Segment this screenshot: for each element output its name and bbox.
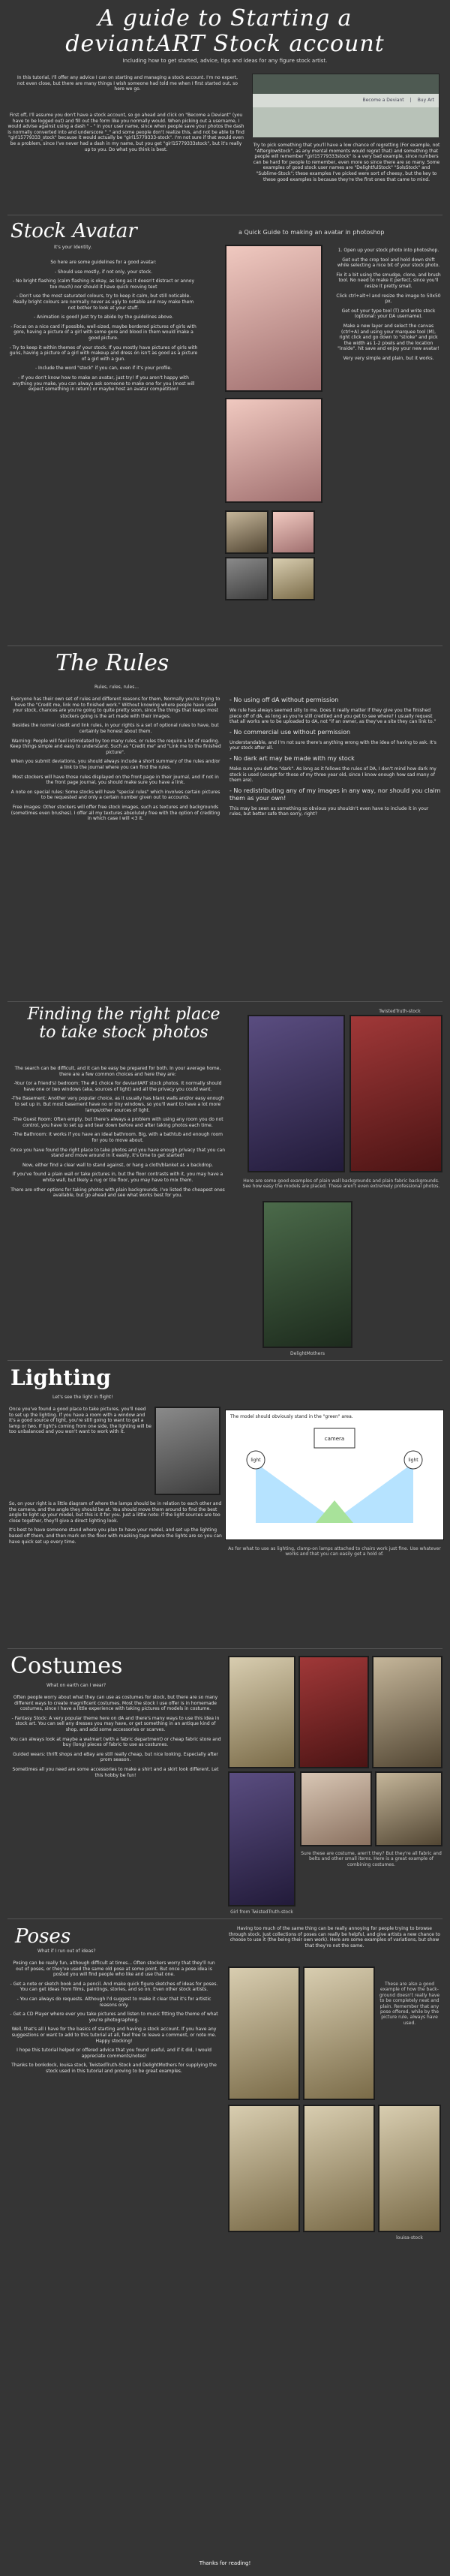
title-line1: A guide to Starting a (98, 5, 352, 32)
intro-p3: Try to pick something that you'll have a low chance of regretting (For example, not "AfterglowStock", as any mental moments would regret that) and something that people will remember "girl15779333stock" is a very bad example, since numbers can be hard for people to remember, even more so since there are so many. Some examples of good stock user names are "DelightfulStock" "SolsStock" and "Sublime-Stock"; these examples I've picked were sort of cheesy, but the key to these good examples is because they're the first ones that came to mind. (253, 143, 440, 182)
avatar-source-photo (225, 245, 322, 392)
pose-photo-5 (378, 2105, 441, 2232)
page: A guide to Starting a deviantART Stock account Including how to get started, advice, tips and ideas for any figure stock artist. In this tutorial, I'll offer any advice I can on starting and managing a stock account. I'm no expert, not even close, but there are many things I wish someone had told me when I first started out, so here we go. First off, I'll assume you don't have a stock account, so go ahead and click on "Become a Deviant" (you have to be logged out) and fill out the form like you normally would. When picking out a username, I would advise against using a dash " - " in your user name, since when people save your photos the dash is normally converted into and underscore "_" and some people don't realize this, and not be able to find "girl15779333_stock" because it would actually be "girl15779333-stock". I'm not sure if that would even be a problem, since I've never had a dash in my name, but you get "girl15779333stock", but it's really up to you. Do what you think is best. Become a Deviant | Buy Art Try to pick something that you'll have a low chance of regretting (For example, not "AfterglowStock", as any mental moments would regret that) and something that people will remember "girl15779333stock" is a very bad example, since numbers can be hard for people to remember, even more so since there are so many. Some examples of good stock user names are "DelightfulStock" "SolsStock" and "Sublime-Stock"; these examples I've picked were sort of cheesy, but the key to these good examples is because they're the first ones that came to mind. Stock Avatar a Quick Guide to making an avatar in photoshop It's your Identity. So here are some guidelines for a good avatar: - Should use mostly, if not only, your stock. - No bright flashing (calm flashing is okay, as long as it doesn't distract or annoy too much) nor should it have quick moving text - Don't use the most saturated colours, try to keep it calm, but still noticable. Really bright colours are normally never as ugly to notable and may make them not bother to look at your stuff. - Animation is good! Just try to abide by the guidelines above. - Focus on a nice card if possible, well-sized, maybe bordered pictures of girls with gore, having a picture of a girl with some gore and blood in them would make a good picture. - Try to keep it within themes of your stock. If you mostly have pictures of girls with guns, having a picture of a girl with makeup and dress on isn't as good as a picture of a girl with a gun. - Include the word "stock" if you can, even if it's your profile. - If you don't know how to make an avatar, just try! If you aren't happy with anything you make, you can always ask someone to make one for you (most will expect something in return) or maybe host an avatar competition! 1. Open up your stock photo into photoshop. Get out the crop tool and hold down shift while selecting a nice bit of your stock photo. Fix it a bit using the smudge, clone, and brush tool. No need to make it perfect, since you'll resize it pretty small. Click ctrl+alt+l and resize the image to 50x50 px. Get out your type tool (T) and write stock (optional: your DA username). Make a new layer and select the canvas (ctrl+A) and using your marquee tool (M), right click and go down to "stroke" and pick the width as 1-2 pixels and the location "inside". hit save and enjoy your new avatar! Very very simple and plain, but it works. The Rules Rules, rules, rules... Everyone has their own set of rules and different reasons for them, Normally you're trying to have the "Credit me, link me to finished work." Without knowing where people have used your stock, chances are you're going to quite pretty soon, since the things that keeps most stockers going is the art made with their images. Besides the normal credit and link rules, in your rights is a set of optional rules to have, but certainly be honest about them. Warning: People will feel intimidated by too many rules, or rules the require a lot of reading. Keep things simple and easy to understand. Such as "Credit me" and "Link me to the finished picture". When you submit deviations, you should always include a short summary of the rules and/or a link to the journal where you can find the rules. Most stockers will have those rules displayed on the front page in their journal, and if not in the front page journal, you should make sure you have a link. A note on special rules: Some stocks will have "special rules" which involves certain pictures to be requested and only a certain number given out to accounts. Free images: Other stockers will offer free stock images, such as textures and backgrounds (sometimes even brushes). I offer all my textures absolutely free with the option of crediting in which case I will <3 it. - No using off dA without permission We rule has always seemed silly to me. Does it really matter if they give you the finished piece off of dA, as long as you're still credited and you get to see where? I usually request that all works are to be uploaded to dA, not "if an owner, as they've a site they can link to." - No commercial use without permission Understandable, and I'm not sure there's anything wrong with the idea of having to ask. It's your stock after all. - No dark art may be made with my stock Make sure you define "dark". As long as it follows the rules of DA, I don't mind how dark my stock is used (except for those of my three year old, since I know enough how sad many of them are). - No redistributing any of my images in any way, nor should you claim them as your own! This may be seen as something so obvious you shouldn't even have to include it in your rules, but better safe than sorry, right? Finding the right place to take stock photos The search can be difficult, and it can be easy be prepared for both. In your average home, there are a few common choices and here they are: -Your (or a friend's) bedroom: The #1 choice for deviantART stock photos. It normally should have one or two windows (aka, sources of light) and all the privacy you could want. -The Basement: Another very popular choice, as it usually has blank walls and/or easy enough to set up in. But most basement have no or tiny windows, so you'll want to have a lot more lamps/other sources of light. -The Guest Room: Often empty, but there's always a problem with using any room you do not control, you have to set up and tear down before and after taking photos each time. -The Bathroom: It works if you have an ideal bathroom. Big, with a bathtub and enough room for you to move about. Once you have found the right place to take photos and you have enough privacy that you can stand and move around in it easily, it's time to get started! Now, either find a clear wall to stand against, or hang a cloth/blanket as a backdrop. If you've found a plain wall or take pictures in, but the floor contrasts with it, you may have a white wall, but likely a rug or tile floor, you may have to mix them. There are other options for taking photos with plain backgrounds. I've listed the cheapest ones available, but go ahead and see what works best for you. TwistedTruth-stock Here are some good examples of plain wall backgrounds and plain fabric backgrounds. See how easy the models are placed. These aren't even extremely professional photos. DelightMothers Lighting Let's see the light in flight! Once you've found a good place to take pictures, you'll need to set up the lighting. If you have a room with a window and it's a good source of light, you're still going to want to get a lamp or two. If light's coming from one side, the lighting will be too unbalanced and you won't want to work with it. So, on your right is a little diagram of where the lamps should be in relation to each other and the camera, and the angle they should be at. You should move them around to find the best angle to light up your model, but this is it for you. Just a little note: if the light sources are too close together, they'll give a direct lighting look. It's best to have someone stand where you plan to have your model, and set up the lighting based off them, and then mark on the floor with masking tape where the lights are so you can have quick set up every time. The model should obviously stand in the "green" area. camera light light As for what to use as lighting, clamp-on lamps attached to chairs work just fine. Use whatever works and that you can easily get a hold of. Costumes What on earth can I wear? Often people worry about what they can use as costumes for stock, but there are so many different ways to create magnificent costumes. Most the stock I use offer is in homemade costumes, since I have a little experience with taking pictures of models in costume. - Fantasy Stock: A very popular theme here on dA and there's many ways to use this idea in stock art. You can sell any dresses you may have, or get something in an antique kind of shop, and add some accessories or scarves. You can always look at maybe a walmart (with a fabric department) or cheap fabric store and buy (long) pieces of fabric to use as costumes. Guided wears: thrift shops and eBay are still really cheap, but nice looking. Especially after prom season. Sometimes all you need are some accessories to make a shirt and a skirt look different. Let this hobby be fun! Girl from TwistedTruth-stock Sure these are costume, aren't they? But they're all fabric and belts and other small items. Here is a great example of combining costumes. Poses What if I run out of ideas? Posing can be really fun, although difficult at times... Often stockers worry that they'll run out of poses, or they've used the same old pose at some point. But once a pose idea is posted you will find people who like and use that one. - Get a note or sketch book and a pencil. And make quick figure sketches of ideas for poses. You can get ideas from films, paintings, stories, and so on. Even other stock artists. - You can always do requests. Although I'd suggest to make it clear that it's for artistic reasons only. - Get a CD Player where ever you take pictures and listen to music fitting the theme of what you're photographing. Well, that's all I have for the basics of starting and having a stock account. If you have any suggestions or want to add to this tutorial at all, feel free to leave a comment, or note me. Happy stocking! I hope this tutorial helped or offered advice that you found useful, and if it did, I would appreciate comments/notes! Thanks to bonkdock, Iouisa stock, TwistedTruth-Stock and DelightMothers for supplying the stock used in this tutorial and proving to be great examples. Having too much of the same thing can be really annoying for people trying to browse through stock. Just collections of poses can really be helpful, and give artists a new chance to choose to use it (the being their own work). Here are some examples of variations, but show that they're not the same. These are also a good example of how the back-ground doesn't really have to be completely neat and plain. Remember that any pose offered, while by the picture rule, always have used. louisa-stock Thanks for reading! (0, 0, 450, 2576)
subtitle: Including how to get started, advice, tips and ideas for any figure stock artist. (122, 58, 328, 64)
costume-photo-2 (298, 1656, 369, 1768)
light-left-label: light (250, 1458, 261, 1463)
place-photo-1 (248, 1015, 345, 1172)
avatar-sub: a Quick Guide to making an avatar in photoshop (238, 229, 385, 236)
lighting-heading: Lighting (10, 1365, 111, 1390)
avatar-thumb-2 (272, 510, 315, 554)
thanks-line: Thanks for reading! (199, 2560, 251, 2566)
costumes-paras: Often people worry about what they can use as costumes for stock, but there are so many different ways to create magnificent costumes. Most the stock I use offer is in homemade costumes, since I have a little experience with taking pictures of models in costume. - Fantasy Stock: A very popular theme here on dA and there's many ways to use this idea in stock art. You can sell any dresses you may have, or get something in an antique kind of shop, and add some accessories or scarves. You can always look at maybe a walmart (with a fabric department) or cheap fabric store and buy (long) pieces of fabric to use as costumes. Guided wears: thrift shops and eBay are still really cheap, but nice looking. Especially after prom season. Sometimes all you need are some accessories to make a shirt and a skirt look different. Let this hobby be fun! (10, 1695, 221, 1778)
avatar-tips: So here are some guidelines for a good avatar: - Should use mostly, if not only, your stock. - No bright flashing (calm flashing is okay, as long as it doesn't distract or annoy too much) nor should it have quick moving text - Don't use the most saturated colours, try to keep it calm, but still noticable. Really bright colours are normally never as ugly to notable and may make them not bother to look at your stuff. - Animation is good! Just try to abide by the guidelines above. - Focus on a nice card if possible, well-sized, maybe bordered pictures of girls with gore, having a picture of a girl with some gore and blood in them would make a good picture. - Try to keep it within themes of your stock. If you mostly have pictures of girls with guns, having a picture of a girl with makeup and dress on isn't as good as a picture of a girl with a gun. - Include the word "stock" if you can, even if it's your profile. - If you don't know how to make an avatar, just try! If you aren't happy with anything you make, you can always ask someone to make one for you (most will expect something in return) or maybe host an avatar competition! (9, 260, 198, 393)
lighting-paras: Once you've found a good place to take pictures, you'll need to set up the lighting. If you have a room with a window and it's a good source of light, you're still going to want to get a lamp or two. If light's coming from one side, the lighting will be too unbalanced and you won't want to work with it. (9, 1407, 152, 1435)
buy-art-link[interactable]: Buy Art (417, 98, 434, 104)
costume-caption-2: Sure these are costume, aren't they? But they're all fabric and belts and other small items. Here is a great example of combining costumes. (301, 1851, 442, 1867)
costume-photo-5 (300, 1771, 372, 1846)
avatar-tagline: It's your Identity. (54, 245, 92, 250)
avatar-cropped-photo (225, 398, 322, 503)
costume-photo-1 (228, 1656, 296, 1768)
lighting-footer: As for what to use as lighting, clamp-on lamps attached to chairs work just fine. Use whatever works and that you can easily get a hold of. (228, 1546, 441, 1557)
light-right-label: light (408, 1458, 418, 1463)
costumes-sub: What on earth can I wear? (46, 1683, 106, 1688)
costume-photo-4 (228, 1771, 296, 1906)
costumes-heading: Costumes (10, 1653, 123, 1679)
pose-photo-4 (303, 2105, 375, 2232)
title-line2: deviantART Stock account (65, 31, 385, 57)
become-deviant-link[interactable]: Become a Deviant (362, 98, 404, 104)
place-photo-3 (262, 1201, 352, 1348)
costume-caption: Girl from TwistedTruth-stock (230, 1909, 293, 1915)
rules-left: Everyone has their own set of rules and different reasons for them, Normally you're trying to have the "Credit me, link me to finished work." Without knowing where people have used your stock, chances are you're going to quite pretty soon, since the things that keeps most stockers going is the art made with their images. Besides the normal credit and link rules, in your rights is a set of optional rules to have, but certainly be honest about them. Warning: People will feel intimidated by too many rules, or rules the require a lot of reading. Keep things simple and easy to understand. Such as "Credit me" and "Link me to the finished picture". When you submit deviations, you should always include a short summary of the rules and/or a link to the journal where you can find the rules. Most stockers will have those rules displayed on the front page in their journal, and if not in the front page journal, you should make sure you have a link. A note on special rules: Some stocks will have "special rules" which involves certain pictures to be requested and only a certain number given out to accounts. Free images: Other stockers will offer free stock images, such as textures and backgrounds (sometimes even brushes). I offer all my textures absolutely free with the option of crediting in which case I will <3 it. (10, 697, 221, 822)
avatar-thumb-3 (225, 557, 268, 600)
poses-sub: What if I run out of ideas? (38, 1949, 96, 1954)
diagram-caption: The model should obviously stand in the "green" area. (230, 1414, 353, 1419)
place-paras: The search can be difficult, and it can be easy be prepared for both. In your average home, there are a few common choices and here they are: -Your (or a friend's) bedroom: The #1 choice for deviantART stock photos. It normally should have one or two windows (aka, sources of light) and all the privacy you could want. -The Basement: Another very popular choice, as it usually has blank walls and/or easy enough to set up in. But most basement have no or tiny windows, so you'll want to have a lot more lamps/other sources of light. -The Guest Room: Often empty, but there's always a problem with using any room you do not control, you have to set up and tear down before and after taking photos each time. -The Bathroom: It works if you have an ideal bathroom. Big, with a bathtub and enough room for you to move about. Once you have found the right place to take photos and you have enough privacy that you can stand and move around in it easily, it's time to get started! Now, either find a clear wall to stand against, or hang a cloth/blanket as a backdrop. If you've found a plain wall or take pictures in, but the floor contrasts with it, you may have a white wall, but likely a rug or tile floor, you may have to mix them. There are other options for taking photos with plain backgrounds. I've listed the cheapest ones available, but go ahead and see what works best for you. (10, 1066, 226, 1199)
costume-photo-3 (372, 1656, 442, 1768)
pose-photo-3 (228, 2105, 300, 2232)
place-credit-2: DelightMothers (290, 1351, 325, 1356)
place-caption: Here are some good examples of plain wall backgrounds and plain fabric backgrounds. See how easy the models are placed. These aren't even extremely professional photos. (242, 1178, 440, 1190)
lighting-diagram-svg (226, 1410, 443, 1539)
lighting-diagram (225, 1410, 444, 1540)
place-photo-2 (350, 1015, 442, 1172)
rules-sub: Rules, rules, rules... (94, 685, 140, 690)
rules-heading: The Rules (56, 650, 170, 676)
costume-photo-6 (375, 1771, 442, 1846)
poses-left: Posing can be really fun, although difficult at times... Often stockers worry that they'll run out of poses, or they've used the same old pose at some point. But once a pose idea is posted you will find people who like and use that one. - Get a note or sketch book and a pencil. And make quick figure sketches of ideas for poses. You can get ideas from films, paintings, stories, and so on. Even other stock artists. - You can always do requests. Although I'd suggest to make it clear that it's for artistic reasons only. - Get a CD Player where ever you take pictures and listen to music fitting the theme of what you're photographing. Well, that's all I have for the basics of starting and having a stock account. If you have any suggestions or want to add to this tutorial at all, feel free to leave a comment, or note me. Happy stocking! I hope this tutorial helped or offered advice that you found useful, and if it did, I would appreciate comments/notes! Thanks to bonkdock, Iouisa stock, TwistedTruth-Stock and DelightMothers for supplying the stock used in this tutorial and proving to be great examples. (10, 1961, 218, 2074)
avatar-heading: Stock Avatar (10, 220, 137, 242)
poses-heading: Poses (15, 1925, 71, 1948)
pose-caption: These are also a good example of how the back-ground doesn't really have to be completely neat and plain. Remember that any pose offered, while by the picture rule, always have used. (379, 1982, 440, 2026)
rules-right: - No using off dA without permission We rule has always seemed silly to me. Does it really matter if they give you the finished piece off of dA, as long as you're still credited and you get to see where? I usually request that all works are to be uploaded to dA, not "if an owner, as they've a site they can link to." - No commercial use without permission Understandable, and I'm not sure there's anything wrong with the idea of having to ask. It's your stock after all. - No dark art may be made with my stock Make sure you define "dark". As long as it follows the rules of DA, I don't mind how dark my stock is used (except for those of my three year old, since I know enough how sad many of them are). - No redistributing any of my images in any way, nor should you claim them as your own! This may be seen as something so obvious you shouldn't even have to include it in your rules, but better safe than sorry, right? (230, 697, 441, 817)
lighting-sub: Let's see the light in flight! (52, 1395, 113, 1400)
lighting-photo (154, 1407, 220, 1495)
avatar-thumb-1 (225, 510, 268, 554)
avatar-thumb-4 (272, 557, 315, 600)
place-heading: Finding the right place to take stock photos (27, 1005, 220, 1042)
pose-credit: louisa-stock (396, 2235, 423, 2240)
intro-p2: First off, I'll assume you don't have a stock account, so go ahead and click on "Become a Deviant" (you have to be logged out) and fill out the form like you normally would. When picking out a username, I would advise against using a dash " - " in your user name, since when people save your photos the dash is normally converted into and underscore "_" and some people don't realize this, and not be able to find "girl15779333_stock" because it would actually be "girl15779333-stock". I'm not sure if that would even be a problem, since I've never had a dash in my name, but you get "girl15779333stock", but it's really up to you. Do what you think is best. (8, 113, 244, 152)
deviant-bar-screenshot: Become a Deviant | Buy Art (252, 74, 440, 137)
poses-right: Having too much of the same thing can be really annoying for people trying to browse through stock. Just collections of poses can really be helpful, and give artists a new chance to choose to use it (the being their own work). Here are some examples of variations, but show that they're not the same. (229, 1926, 440, 1949)
camera-label: camera (324, 1436, 345, 1442)
intro-p1: In this tutorial, I'll offer any advice I can on starting and managing a stock account. I'm no expert, not even close, but there are many things I wish someone had told me when I first started out, so here we go. (16, 75, 238, 92)
pose-photo-1 (228, 1967, 300, 2100)
place-credit: TwistedTruth-stock (379, 1009, 421, 1014)
avatar-steps: 1. Open up your stock photo into photoshop. Get out the crop tool and hold down shift while selecting a nice bit of your stock photo. Fix it a bit using the smudge, clone, and brush tool. No need to make it perfect, since you'll resize it pretty small. Click ctrl+alt+l and resize the image to 50x50 px. Get out your type tool (T) and write stock (optional: your DA username). Make a new layer and select the canvas (ctrl+A) and using your marquee tool (M), right click and go down to "stroke" and pick the width as 1-2 pixels and the location "inside". hit save and enjoy your new avatar! Very very simple and plain, but it works. (336, 248, 441, 361)
pose-photo-2 (303, 1967, 375, 2100)
